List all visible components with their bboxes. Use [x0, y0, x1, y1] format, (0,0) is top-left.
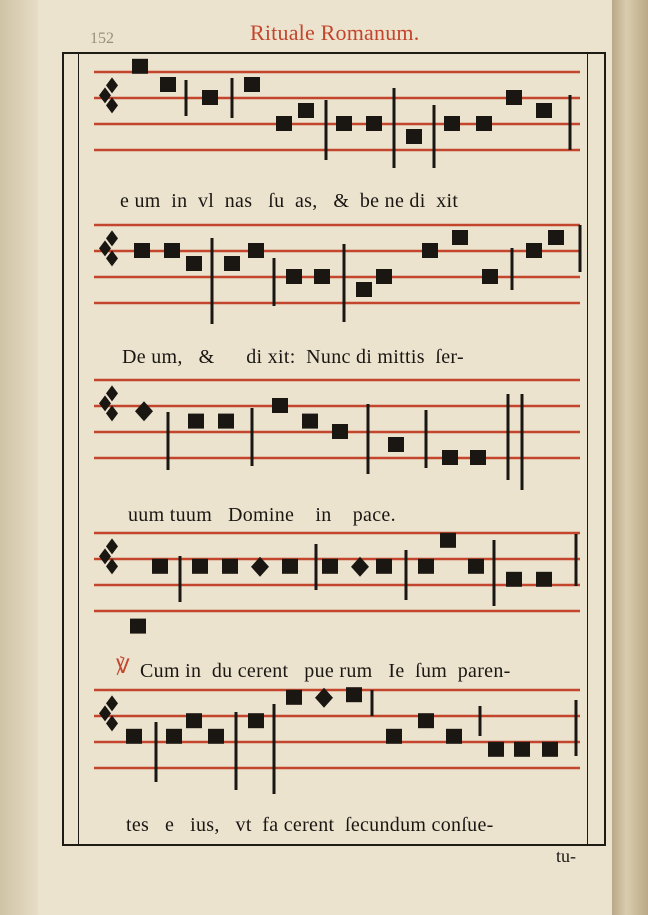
- punctum-note: [202, 90, 218, 105]
- punctum-note: [548, 230, 564, 245]
- lyric-line-1: e um in vl nas ſu as, & be ne di xit: [120, 190, 459, 212]
- punctum-note: [346, 687, 362, 702]
- lyric-line-4: Cum in du cerent pue rum Ie ſum paren-: [140, 660, 511, 682]
- punctum-note: [130, 619, 146, 634]
- punctum-note: [282, 559, 298, 574]
- punctum-note: [446, 729, 462, 744]
- punctum-note: [406, 129, 422, 144]
- punctum-note: [388, 437, 404, 452]
- punctum-note: [188, 414, 204, 429]
- punctum-note: [452, 230, 468, 245]
- punctum-note: [336, 116, 352, 131]
- punctum-note: [126, 729, 142, 744]
- clef-icon: [99, 230, 118, 266]
- punctum-note: [160, 77, 176, 92]
- punctum-note: [248, 243, 264, 258]
- punctum-note: [132, 59, 148, 74]
- punctum-note: [366, 116, 382, 131]
- punctum-note: [506, 572, 522, 587]
- punctum-note: [440, 533, 456, 548]
- punctum-note: [536, 103, 552, 118]
- lyric-line-5: tes e ius, vt fa cerent ſecundum conſue-: [126, 814, 494, 836]
- versicle-sign: ℣: [116, 656, 130, 678]
- punctum-note: [444, 116, 460, 131]
- punctum-note: [476, 116, 492, 131]
- punctum-note: [322, 559, 338, 574]
- punctum-note: [134, 243, 150, 258]
- punctum-note: [442, 450, 458, 465]
- punctum-note: [298, 103, 314, 118]
- punctum-note: [470, 450, 486, 465]
- punctum-note: [376, 559, 392, 574]
- punctum-note: [192, 559, 208, 574]
- punctum-note: [302, 414, 318, 429]
- punctum-note: [332, 424, 348, 439]
- punctum-note: [488, 742, 504, 757]
- punctum-note: [186, 256, 202, 271]
- running-title: Rituale Romanum.: [250, 20, 420, 45]
- punctum-note: [314, 269, 330, 284]
- punctum-note: [514, 742, 530, 757]
- punctum-note: [286, 269, 302, 284]
- rhombus-note: [135, 401, 153, 421]
- punctum-note: [272, 398, 288, 413]
- punctum-note: [248, 713, 264, 728]
- lyric-line-2: De um, & di xit: Nunc di mittis ſer-: [122, 346, 464, 368]
- punctum-note: [208, 729, 224, 744]
- punctum-note: [224, 256, 240, 271]
- punctum-note: [542, 742, 558, 757]
- clef-icon: [99, 77, 118, 113]
- punctum-note: [422, 243, 438, 258]
- punctum-note: [482, 269, 498, 284]
- punctum-note: [186, 713, 202, 728]
- catchword: tu-: [556, 846, 576, 866]
- staff-2: [94, 225, 580, 303]
- punctum-note: [526, 243, 542, 258]
- punctum-note: [164, 243, 180, 258]
- clef-icon: [99, 385, 118, 421]
- punctum-note: [506, 90, 522, 105]
- punctum-note: [536, 572, 552, 587]
- punctum-note: [166, 729, 182, 744]
- punctum-note: [218, 414, 234, 429]
- clef-icon: [99, 538, 118, 574]
- clef-icon: [99, 695, 118, 731]
- punctum-note: [376, 269, 392, 284]
- punctum-note: [286, 690, 302, 705]
- punctum-note: [468, 559, 484, 574]
- punctum-note: [418, 559, 434, 574]
- punctum-note: [356, 282, 372, 297]
- punctum-note: [152, 559, 168, 574]
- punctum-note: [418, 713, 434, 728]
- page-number: 152: [90, 30, 114, 47]
- punctum-note: [244, 77, 260, 92]
- punctum-note: [222, 559, 238, 574]
- lyric-line-3: uum tuum Domine in pace.: [128, 504, 396, 526]
- punctum-note: [386, 729, 402, 744]
- punctum-note: [276, 116, 292, 131]
